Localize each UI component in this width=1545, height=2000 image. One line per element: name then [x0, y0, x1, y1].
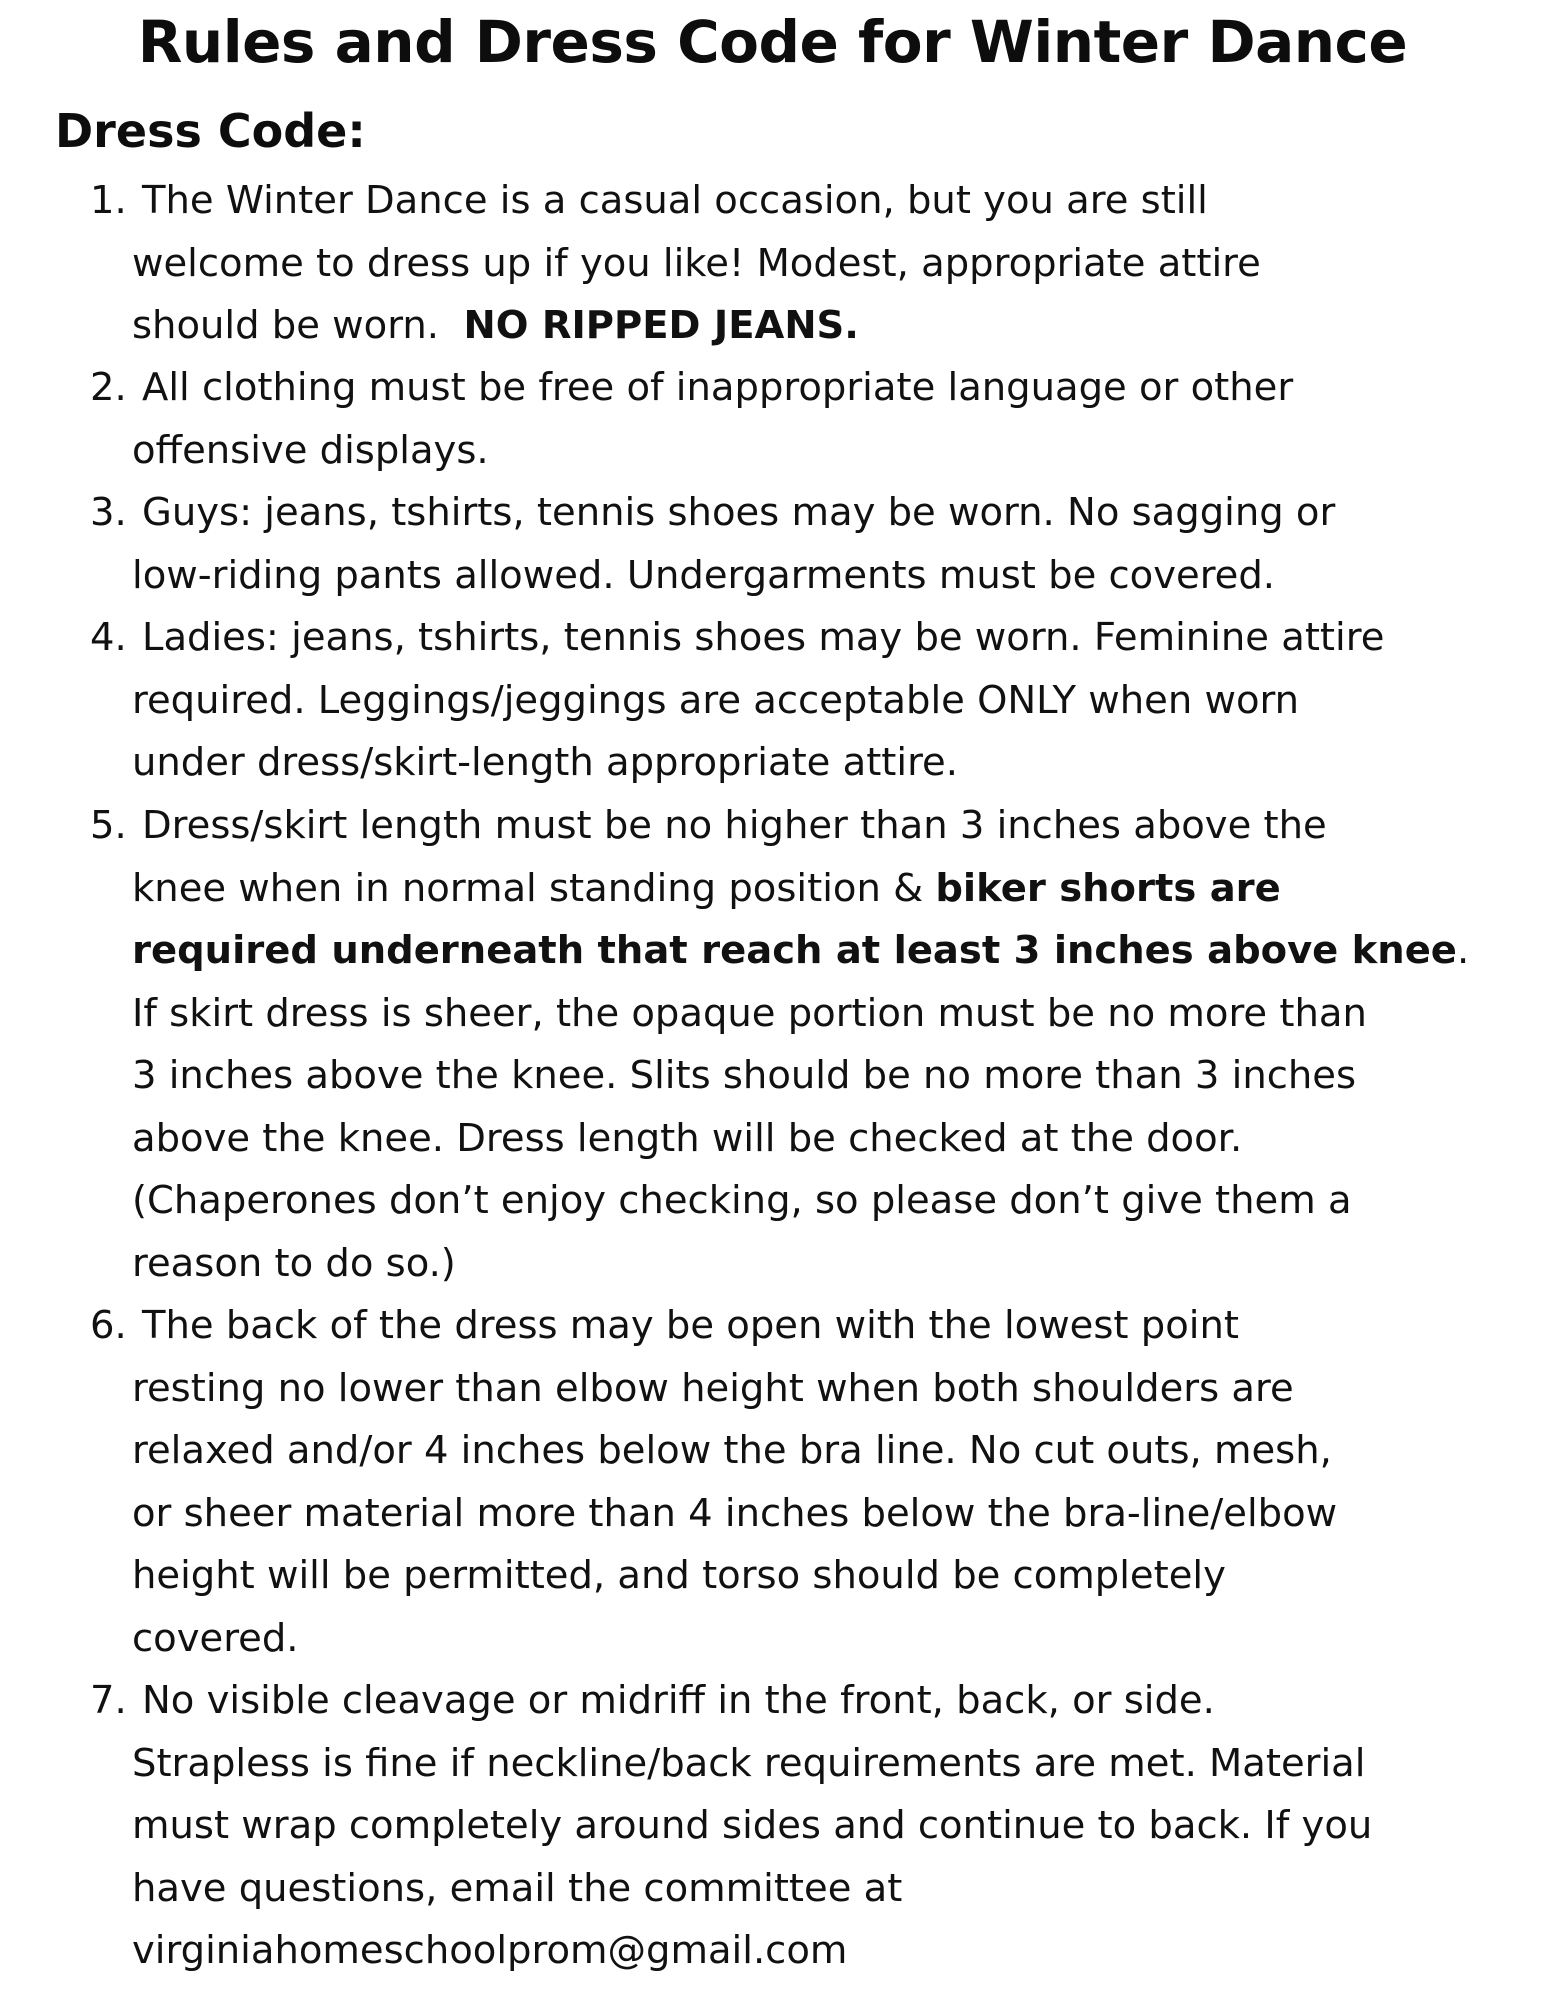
rule-line: required. Leggings/jeggings are acceptable ONLY when worn — [132, 677, 1300, 723]
rule-emphasis: NO RIPPED JEANS. — [463, 303, 859, 348]
rule-item-7 — [90, 1670, 1510, 1983]
rule-text: knee when in normal standing position & — [132, 865, 924, 911]
rule-number: 5. — [90, 803, 127, 848]
rule-line: resting no lower than elbow height when both shoulders are — [132, 1365, 1294, 1411]
rule-line: All clothing must be free of inappropriate language or other — [142, 365, 1294, 410]
rule-text: . — [1456, 928, 1470, 973]
rule-line: No visible cleavage or midriff in the front, back, or side. — [142, 1678, 1215, 1723]
rule-number: 3. — [90, 490, 127, 535]
page-title: Rules and Dress Code for Winter Dance — [137, 8, 1408, 76]
rule-number: 1. — [90, 178, 127, 223]
rule-number: 2. — [90, 365, 127, 410]
rule-line — [90, 920, 1510, 983]
rule-emphasis: biker shorts are — [935, 865, 1281, 911]
rule-line: Dress/skirt length must be no higher than 3 inches above the — [142, 803, 1327, 848]
rule-item-2 — [90, 357, 1510, 482]
rule-emphasis: required underneath that reach at least 3 inches above knee — [132, 928, 1457, 973]
rule-line: 3 inches above the knee. Slits should be no more than 3 inches — [132, 1053, 1357, 1098]
rule-line: (Chaperones don’t enjoy checking, so please don’t give them a — [132, 1178, 1352, 1223]
rule-line: reason to do so.) — [132, 1240, 456, 1286]
rule-line: height will be permitted, and torso should be completely — [132, 1553, 1226, 1598]
rule-number: 6. — [90, 1303, 127, 1348]
rule-line: The Winter Dance is a casual occasion, but you are still — [142, 178, 1208, 223]
rule-text: should be worn. — [132, 303, 439, 348]
rule-number: 4. — [90, 615, 127, 660]
rule-line: have questions, email the committee at — [132, 1865, 903, 1911]
rule-item-6 — [90, 1295, 1510, 1670]
rule-line: above the knee. Dress length will be checked at the door. — [132, 1115, 1243, 1161]
rule-line: relaxed and/or 4 inches below the bra line. No cut outs, mesh, — [132, 1428, 1332, 1473]
rule-item-5 — [90, 795, 1510, 1295]
rule-line: or sheer material more than 4 inches below the bra-line/elbow — [132, 1490, 1338, 1536]
rule-line: Ladies: jeans, tshirts, tennis shoes may be worn. Feminine attire — [142, 615, 1385, 660]
rule-line: welcome to dress up if you like! Modest, appropriate attire — [132, 240, 1261, 286]
rule-line: If skirt dress is sheer, the opaque portion must be no more than — [132, 990, 1367, 1036]
section-heading: Dress Code: — [55, 104, 366, 158]
rule-line — [90, 858, 1510, 921]
email-link[interactable]: virginiahomeschoolprom@gmail.com — [132, 1928, 848, 1973]
rule-line: covered. — [132, 1615, 299, 1661]
rule-line: offensive displays. — [132, 427, 489, 473]
rule-line: must wrap completely around sides and continue to back. If you — [132, 1803, 1373, 1848]
rule-item-1 — [90, 170, 1510, 358]
rule-line: under dress/skirt-length appropriate attire. — [132, 740, 958, 785]
rule-line: low-riding pants allowed. Undergarments must be covered. — [132, 552, 1276, 598]
rule-line: The back of the dress may be open with the lowest point — [142, 1303, 1239, 1348]
rule-item-3 — [90, 482, 1510, 607]
rule-line: Strapless is fine if neckline/back requirements are met. Material — [132, 1740, 1366, 1786]
rule-number: 7. — [90, 1678, 127, 1723]
rule-item-4 — [90, 607, 1510, 795]
rule-line: Guys: jeans, tshirts, tennis shoes may be worn. No sagging or — [142, 490, 1336, 535]
rule-line — [90, 295, 1510, 358]
